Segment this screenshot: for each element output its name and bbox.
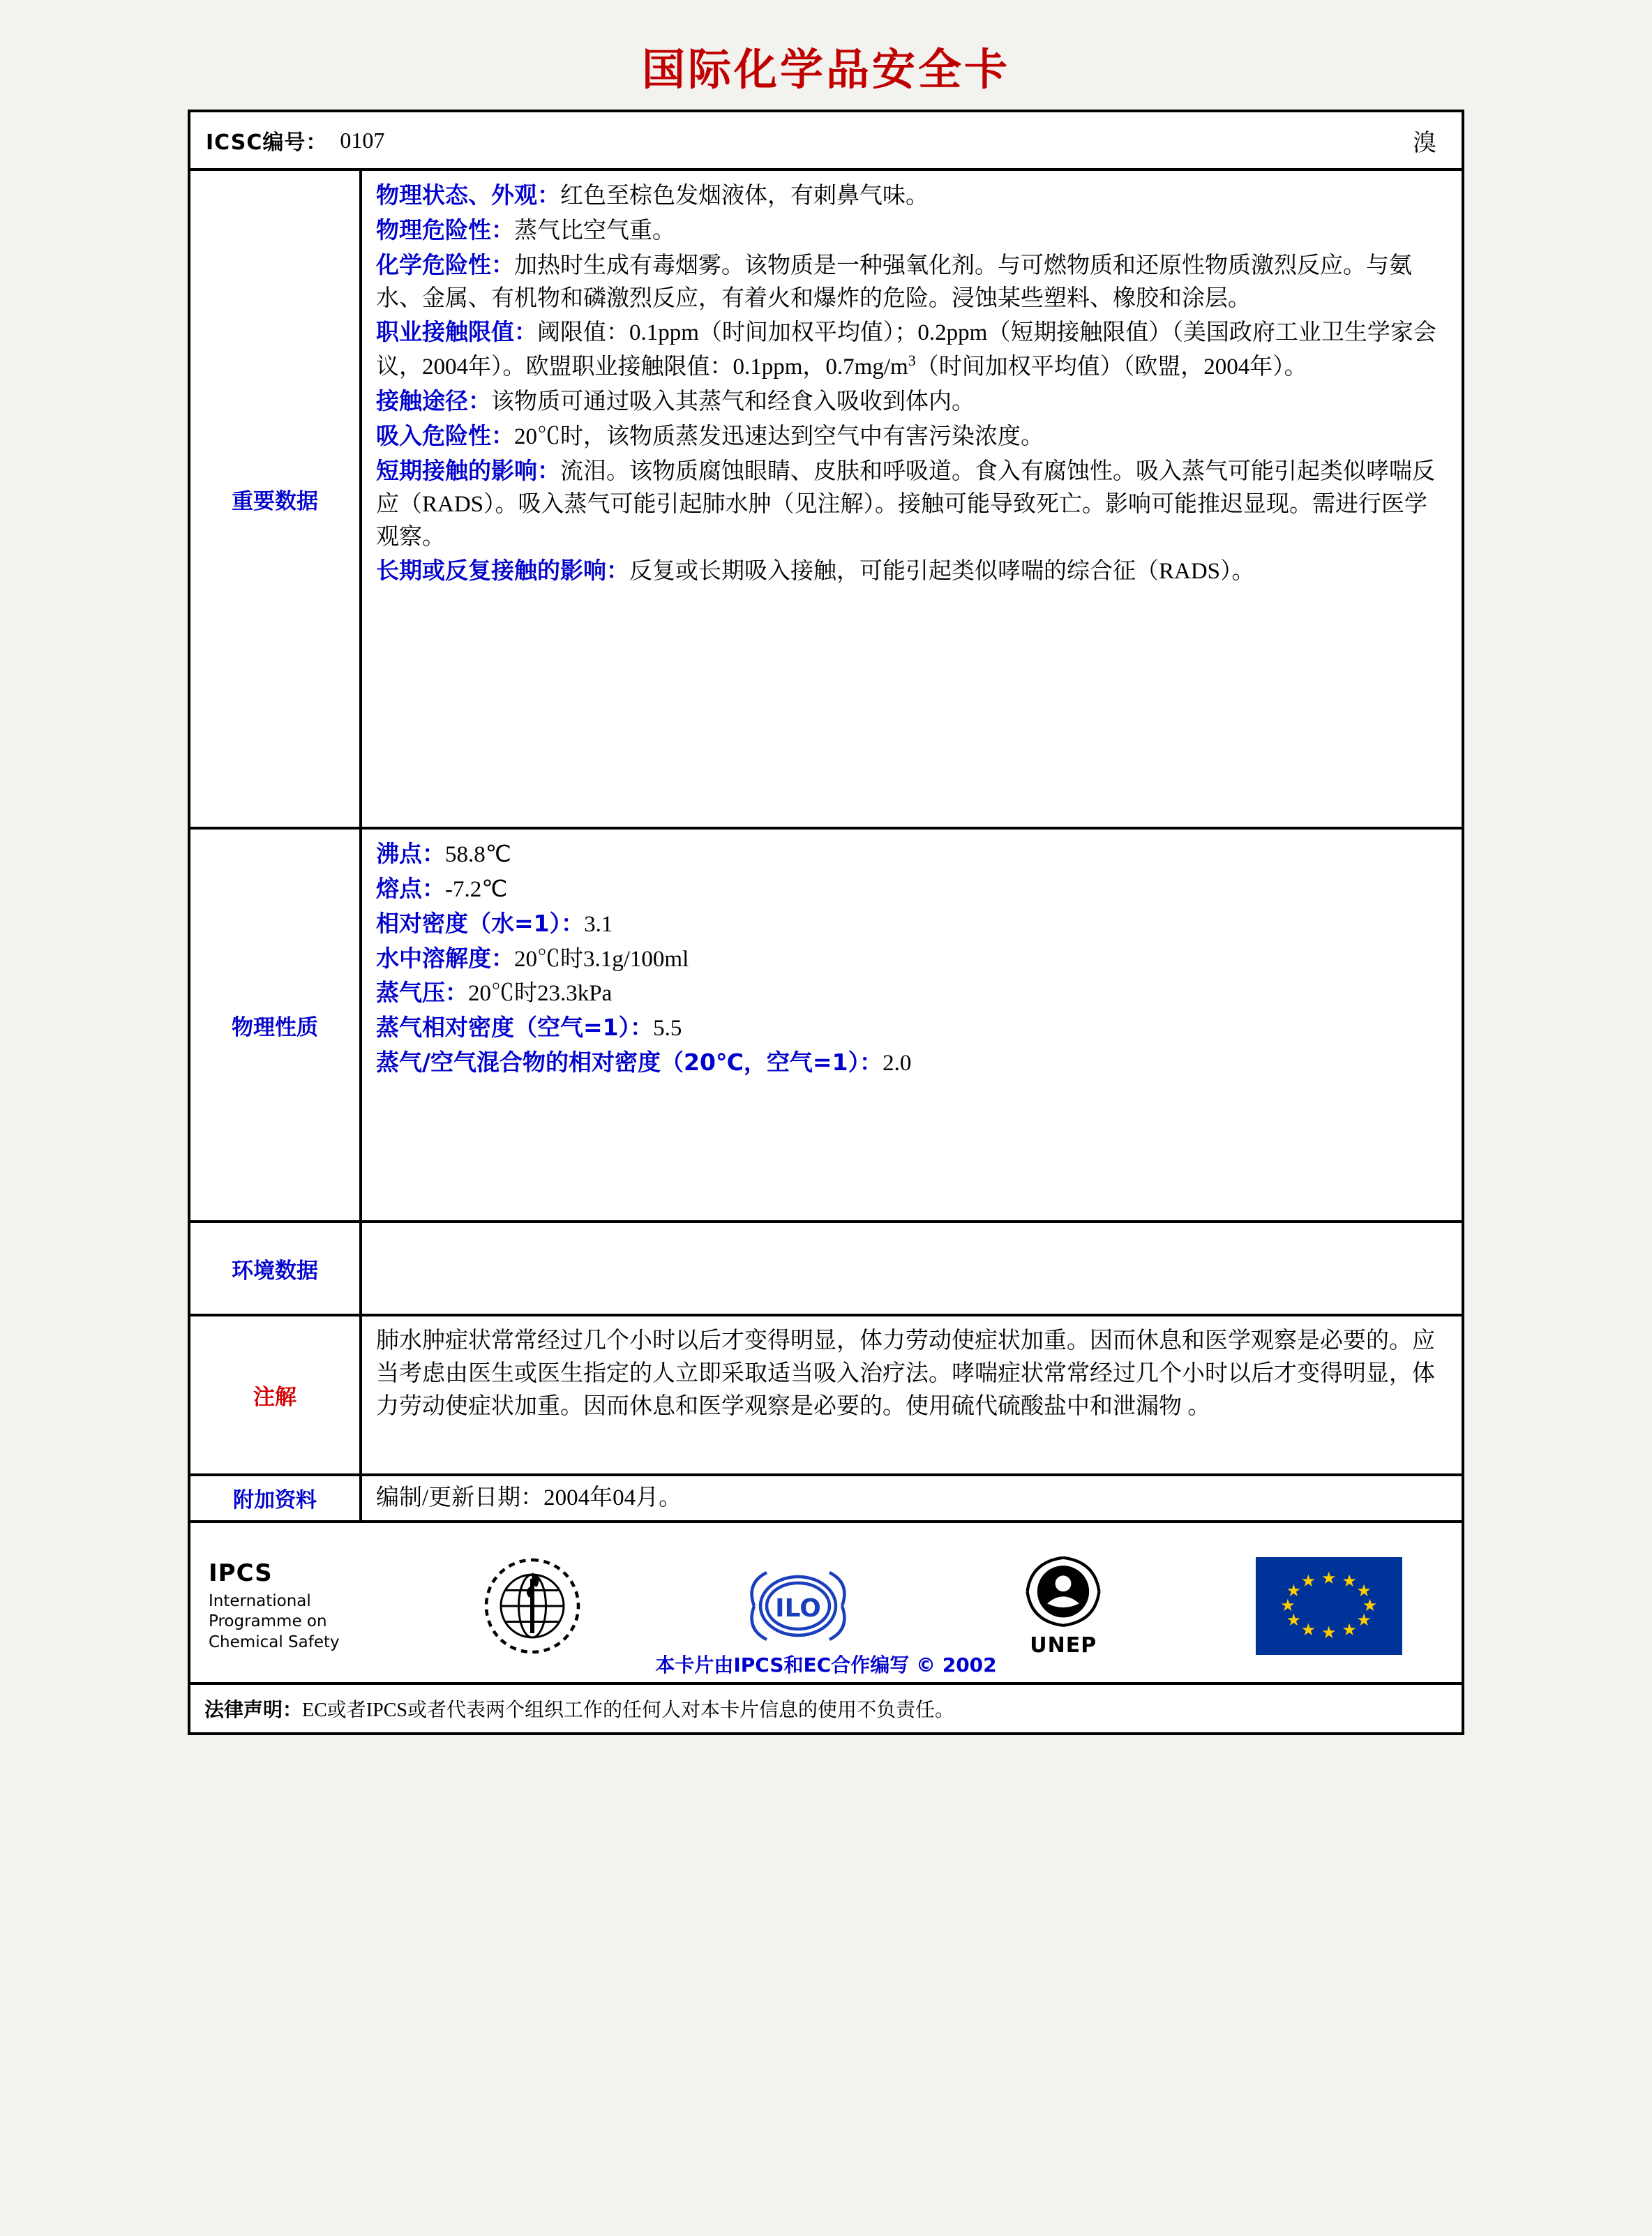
entry-value: 20℃时，该物质蒸发迅速达到空气中有害污染浓度。 xyxy=(514,424,1044,450)
section-body-physical-properties xyxy=(362,830,1462,1220)
legal-notice xyxy=(190,1685,1462,1732)
ipcs-subtitle xyxy=(209,1591,400,1653)
section-additional-info xyxy=(190,1476,1462,1523)
who-logo-slot xyxy=(400,1554,666,1658)
section-environmental-data xyxy=(190,1223,1462,1316)
entry-routes-of-exposure xyxy=(376,385,1449,419)
section-label-environmental-data: 环境数据 xyxy=(190,1223,362,1314)
icsc-card xyxy=(188,110,1464,1735)
footer-logos xyxy=(190,1523,1462,1685)
entry-key: 短期接触的影响： xyxy=(376,456,560,484)
entry-key: 熔点： xyxy=(376,874,445,902)
entry-occupational-exposure-limits xyxy=(376,316,1449,384)
icsc-number-label: ICSC编号： xyxy=(206,130,328,155)
entry-key: 职业接触限值： xyxy=(376,318,537,346)
eu-flag-icon: ★ ★ ★ ★ ★ ★ ★ ★ ★ ★ ★ ★ xyxy=(1256,1557,1402,1655)
entry-key: 沸点： xyxy=(376,840,445,867)
section-body-important-data xyxy=(362,171,1462,827)
entry-long-term-effects xyxy=(376,555,1449,588)
entry-value: 5.5 xyxy=(653,1016,682,1042)
entry-melting-point xyxy=(376,873,1449,906)
entry-key: 蒸气相对密度（空气=1）： xyxy=(376,1014,654,1042)
entry-value: 阈限值：0.1ppm（时间加权平均值）；0.2ppm（短期接触限值）（美国政府工业卫生学家会议，2004年）。欧盟职业接触限值：0.1ppm，$0.7mg/m^3$（时间加权平均值）（欧盟，2004年）。 xyxy=(376,320,1436,380)
entry-inhalation-risk xyxy=(376,420,1449,453)
section-body-notes: 肺水肿症状常常经过几个小时以后才变得明显，体力劳动使症状加重。因而休息和医学观察是必要的。应当考虑由医生或医生指定的人立即采取适当吸入治疗法。哮喘症状常常经过几个小时以后才变得明显，体力劳动使症状加重。因而休息和医学观察是必要的。使用硫代硫酸盐中和泄漏物 。 xyxy=(376,1328,1435,1419)
entry-value: 该物质可通过吸入其蒸气和经食入吸收到体内。 xyxy=(491,389,975,415)
entry-key: 物理危险性： xyxy=(376,216,514,243)
entry-value: -7.2℃ xyxy=(445,876,508,902)
card-header xyxy=(190,112,1462,171)
entry-water-solubility xyxy=(376,943,1449,976)
section-label-additional-info: 附加资料 xyxy=(190,1476,362,1520)
entry-physical-hazards xyxy=(376,214,1449,248)
section-label-notes: 注解 xyxy=(190,1316,362,1473)
entry-key: 相对密度（水=1）： xyxy=(376,909,585,937)
entry-value: 红色至棕色发烟液体，有刺鼻气味。 xyxy=(560,183,929,209)
ilo-logo-icon xyxy=(735,1554,861,1658)
entry-key: 接触途径： xyxy=(376,387,491,415)
who-logo-icon xyxy=(473,1554,592,1658)
ilo-logo-slot xyxy=(666,1554,931,1658)
entry-value: 反复或长期吸入接触，可能引起类似哮喘的综合征（RADS）。 xyxy=(629,559,1255,585)
entry-value: 58.8℃ xyxy=(445,842,511,867)
ipcs-title: IPCS xyxy=(209,1559,273,1587)
entry-vapour-pressure xyxy=(376,977,1449,1010)
entry-chemical-hazards xyxy=(376,249,1449,315)
ipcs-subtitle-line3: Chemical Safety xyxy=(209,1633,340,1651)
substance-name: 溴 xyxy=(1413,130,1436,156)
entry-key: 蒸气压： xyxy=(376,979,468,1007)
entry-key: 水中溶解度： xyxy=(376,944,514,972)
ipcs-subtitle-line1: International xyxy=(209,1591,311,1610)
entry-vapour-air-mixture-density xyxy=(376,1046,1449,1080)
unep-logo-slot xyxy=(931,1554,1196,1658)
section-body-additional-info: 编制/更新日期：2004年04月。 xyxy=(376,1485,682,1510)
entry-value: 流泪。该物质腐蚀眼睛、皮肤和呼吸道。食入有腐蚀性。吸入蒸气可能引起类似哮喘反应（RADS）。吸入蒸气可能引起肺水肿（见注解）。接触可能导致死亡。影响可能推迟显现。需进行医学观察。 xyxy=(376,458,1435,550)
page-title: 国际化学品安全卡 xyxy=(641,44,1010,95)
icsc-number-value: 0107 xyxy=(340,127,385,153)
section-body-environmental-data xyxy=(362,1223,1462,1314)
entry-key: 化学危险性： xyxy=(376,250,514,278)
legal-notice-text: EC或者IPCS或者代表两个组织工作的任何人对本卡片信息的使用不负责任。 xyxy=(302,1699,954,1721)
ipcs-subtitle-line2: Programme on xyxy=(209,1612,327,1631)
unep-label: UNEP xyxy=(1030,1633,1097,1658)
ilo-logo-text: ILO xyxy=(774,1593,821,1623)
superscript-3: 3 xyxy=(908,352,916,370)
entry-key: 物理状态、外观： xyxy=(376,181,560,209)
section-notes xyxy=(190,1316,1462,1476)
entry-key: 长期或反复接触的影响： xyxy=(376,557,629,585)
entry-physical-state xyxy=(376,179,1449,213)
entry-short-term-effects xyxy=(376,455,1449,554)
entry-key: 吸入危险性： xyxy=(376,422,514,450)
entry-boiling-point xyxy=(376,838,1449,871)
unep-logo-icon xyxy=(1011,1554,1116,1637)
entry-vapour-relative-density xyxy=(376,1012,1449,1045)
footer-credit: 本卡片由IPCS和EC合作编写 © 2002 xyxy=(655,1653,997,1676)
ipcs-block xyxy=(190,1559,400,1653)
section-label-important-data: 重要数据 xyxy=(190,171,362,827)
entry-value: 蒸气比空气重。 xyxy=(514,218,675,243)
entry-value: 20℃时3.1g/100ml xyxy=(514,946,689,972)
section-physical-properties xyxy=(190,830,1462,1223)
entry-value: 20℃时23.3kPa xyxy=(468,981,613,1007)
section-important-data xyxy=(190,171,1462,830)
eu-flag-slot xyxy=(1196,1557,1462,1655)
section-label-physical-properties: 物理性质 xyxy=(190,830,362,1220)
entry-value: 3.1 xyxy=(584,911,613,937)
legal-notice-label: 法律声明： xyxy=(204,1697,303,1721)
entry-relative-density xyxy=(376,908,1449,941)
entry-value: 加热时生成有毒烟雾。该物质是一种强氧化剂。与可燃物质和还原性物质激烈反应。与氨水、金属、有机物和磷激烈反应，有着火和爆炸的危险。浸蚀某些塑料、橡胶和涂层。 xyxy=(376,253,1412,311)
entry-value: 2.0 xyxy=(883,1051,912,1076)
entry-key: 蒸气/空气混合物的相对密度（20℃，空气=1）： xyxy=(376,1049,883,1076)
